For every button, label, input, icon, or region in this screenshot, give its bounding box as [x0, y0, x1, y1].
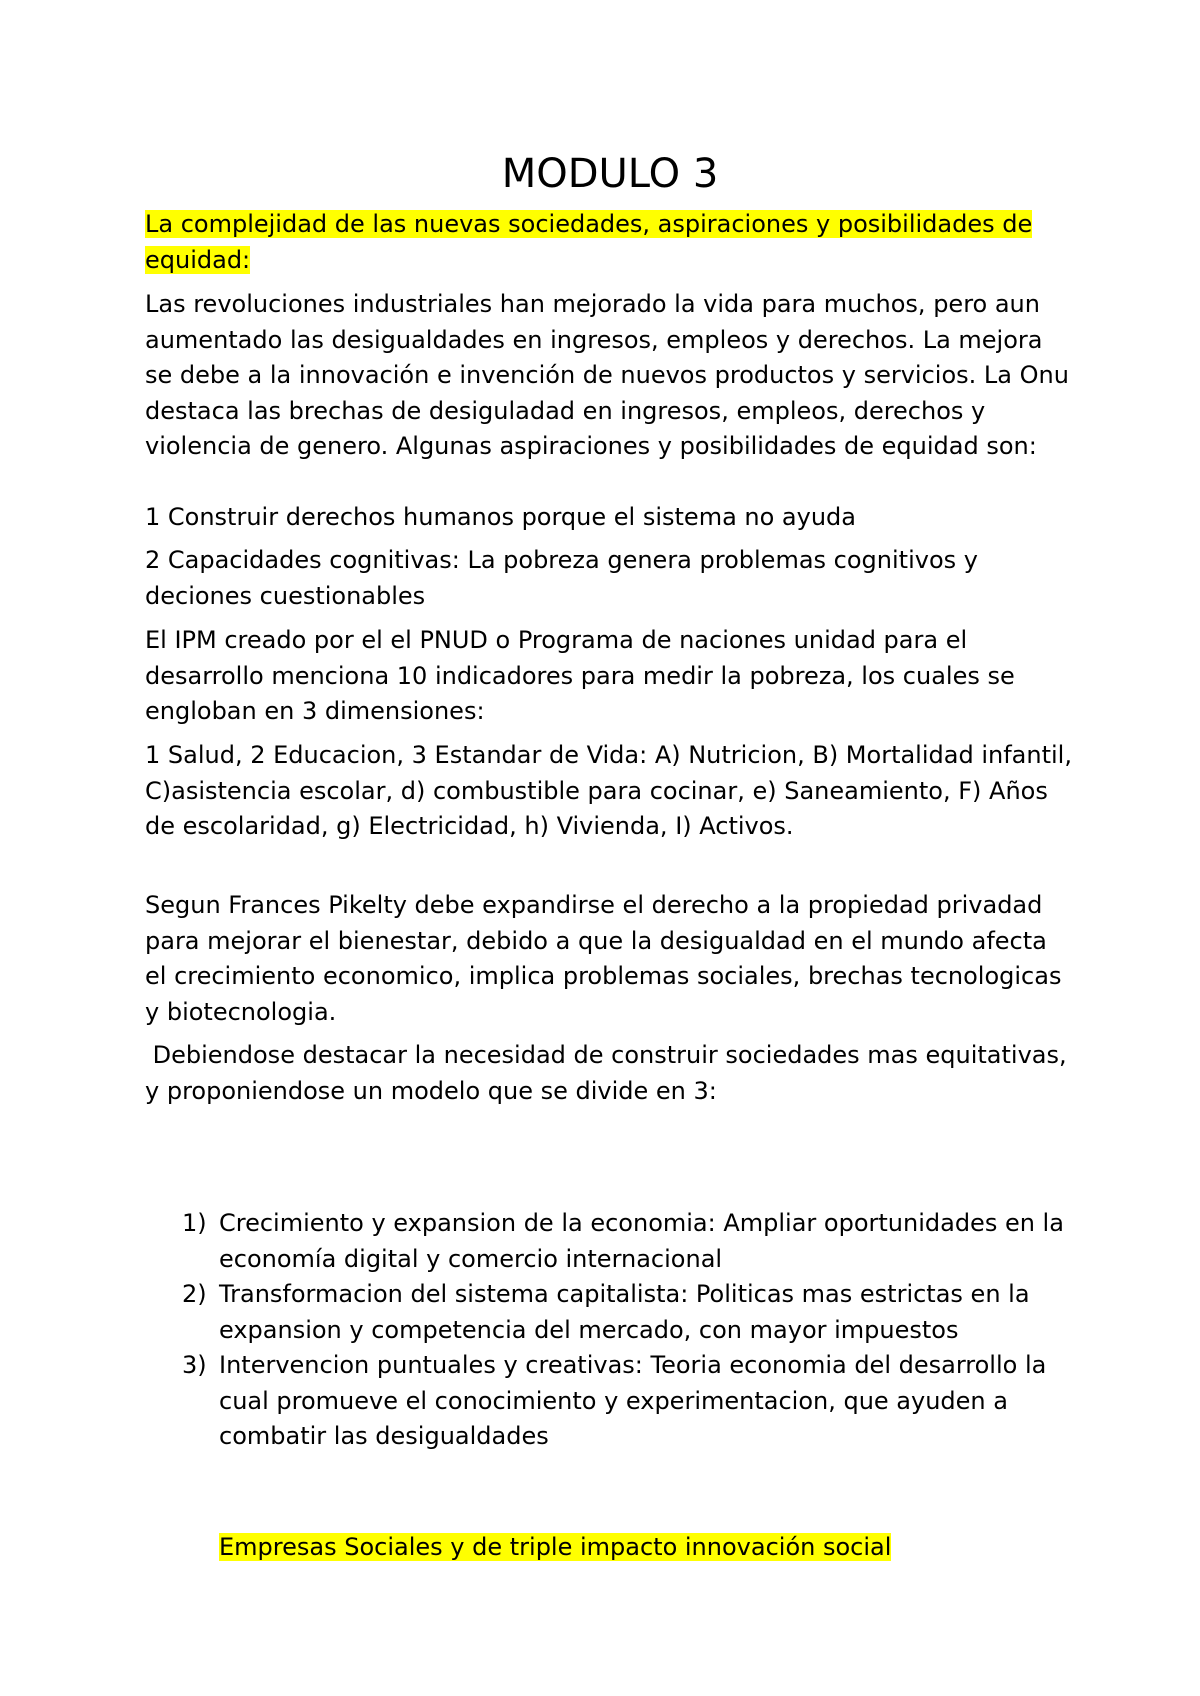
list-number: 2) [182, 1280, 207, 1308]
section2-heading [219, 1530, 891, 1566]
list-number: 3) [182, 1351, 207, 1379]
list-item-text: Transformacion del sistema capitalista: Politicas mas estrictas en la expansion y competencia del mercado, con mayor impuestos [219, 1280, 1030, 1344]
paragraph-revoluciones: Las revoluciones industriales han mejorado la vida para muchos, pero aun aumentado las desigualdades en ingresos, empleos y derechos. La mejora se debe a la innovación e invención de nuevos productos y servicios. La Onu destaca las brechas de desiguladad en ingresos, empleos, derechos y violencia de genero. Algunas aspiraciones y posibilidades de equidad son: [145, 290, 1069, 460]
section-heading [145, 207, 1075, 278]
paragraph-modelo: Debiendose destacar la necesidad de construir sociedades mas equitativas, y proponiendose un modelo que se divide en 3: [145, 1041, 1075, 1105]
highlighted-heading: La complejidad de las nuevas sociedades, aspiraciones y posibilidades de equidad: [145, 210, 1033, 274]
page-title: MODULO 3 [501, 151, 719, 197]
highlighted-section2-heading: Empresas Sociales y de triple impacto innovación social [219, 1533, 892, 1561]
paragraph-capacidades: 2 Capacidades cognitivas: La pobreza genera problemas cognitivos y deciones cuestionables [145, 546, 978, 610]
list-item [145, 1348, 1075, 1455]
list-number: 1) [182, 1209, 207, 1237]
paragraph-ipm: El IPM creado por el el PNUD o Programa de naciones unidad para el desarrollo menciona 10 indicadores para medir la pobreza, los cuales se engloban en 3 dimensiones: [145, 626, 1015, 725]
list-item-text: Crecimiento y expansion de la economia: Ampliar oportunidades en la economía digital y comercio internacional [219, 1209, 1064, 1273]
paragraph-pikelty: Segun Frances Pikelty debe expandirse el derecho a la propiedad privadad para mejorar el bienestar, debido a que la desigualdad en el mundo afecta el crecimiento economico, implica problemas sociales, brechas tecnologicas y biotecnologia. [145, 891, 1062, 1026]
paragraph-derechos-humanos: 1 Construir derechos humanos porque el sistema no ayuda [145, 503, 856, 531]
list-item [145, 1206, 1075, 1277]
list-item-text: Intervencion puntuales y creativas: Teoria economia del desarrollo la cual promueve el conocimiento y experimentacion, que ayuden a combatir las desigualdades [219, 1351, 1047, 1450]
paragraph-dimensiones: 1 Salud, 2 Educacion, 3 Estandar de Vida: A) Nutricion, B) Mortalidad infantil, C)asistencia escolar, d) combustible para cocinar, e) Saneamiento, F) Años de escolaridad, g) Electricidad, h) Vivienda, I) Activos. [145, 741, 1072, 840]
model-list [145, 1206, 1075, 1455]
list-item [145, 1277, 1075, 1348]
